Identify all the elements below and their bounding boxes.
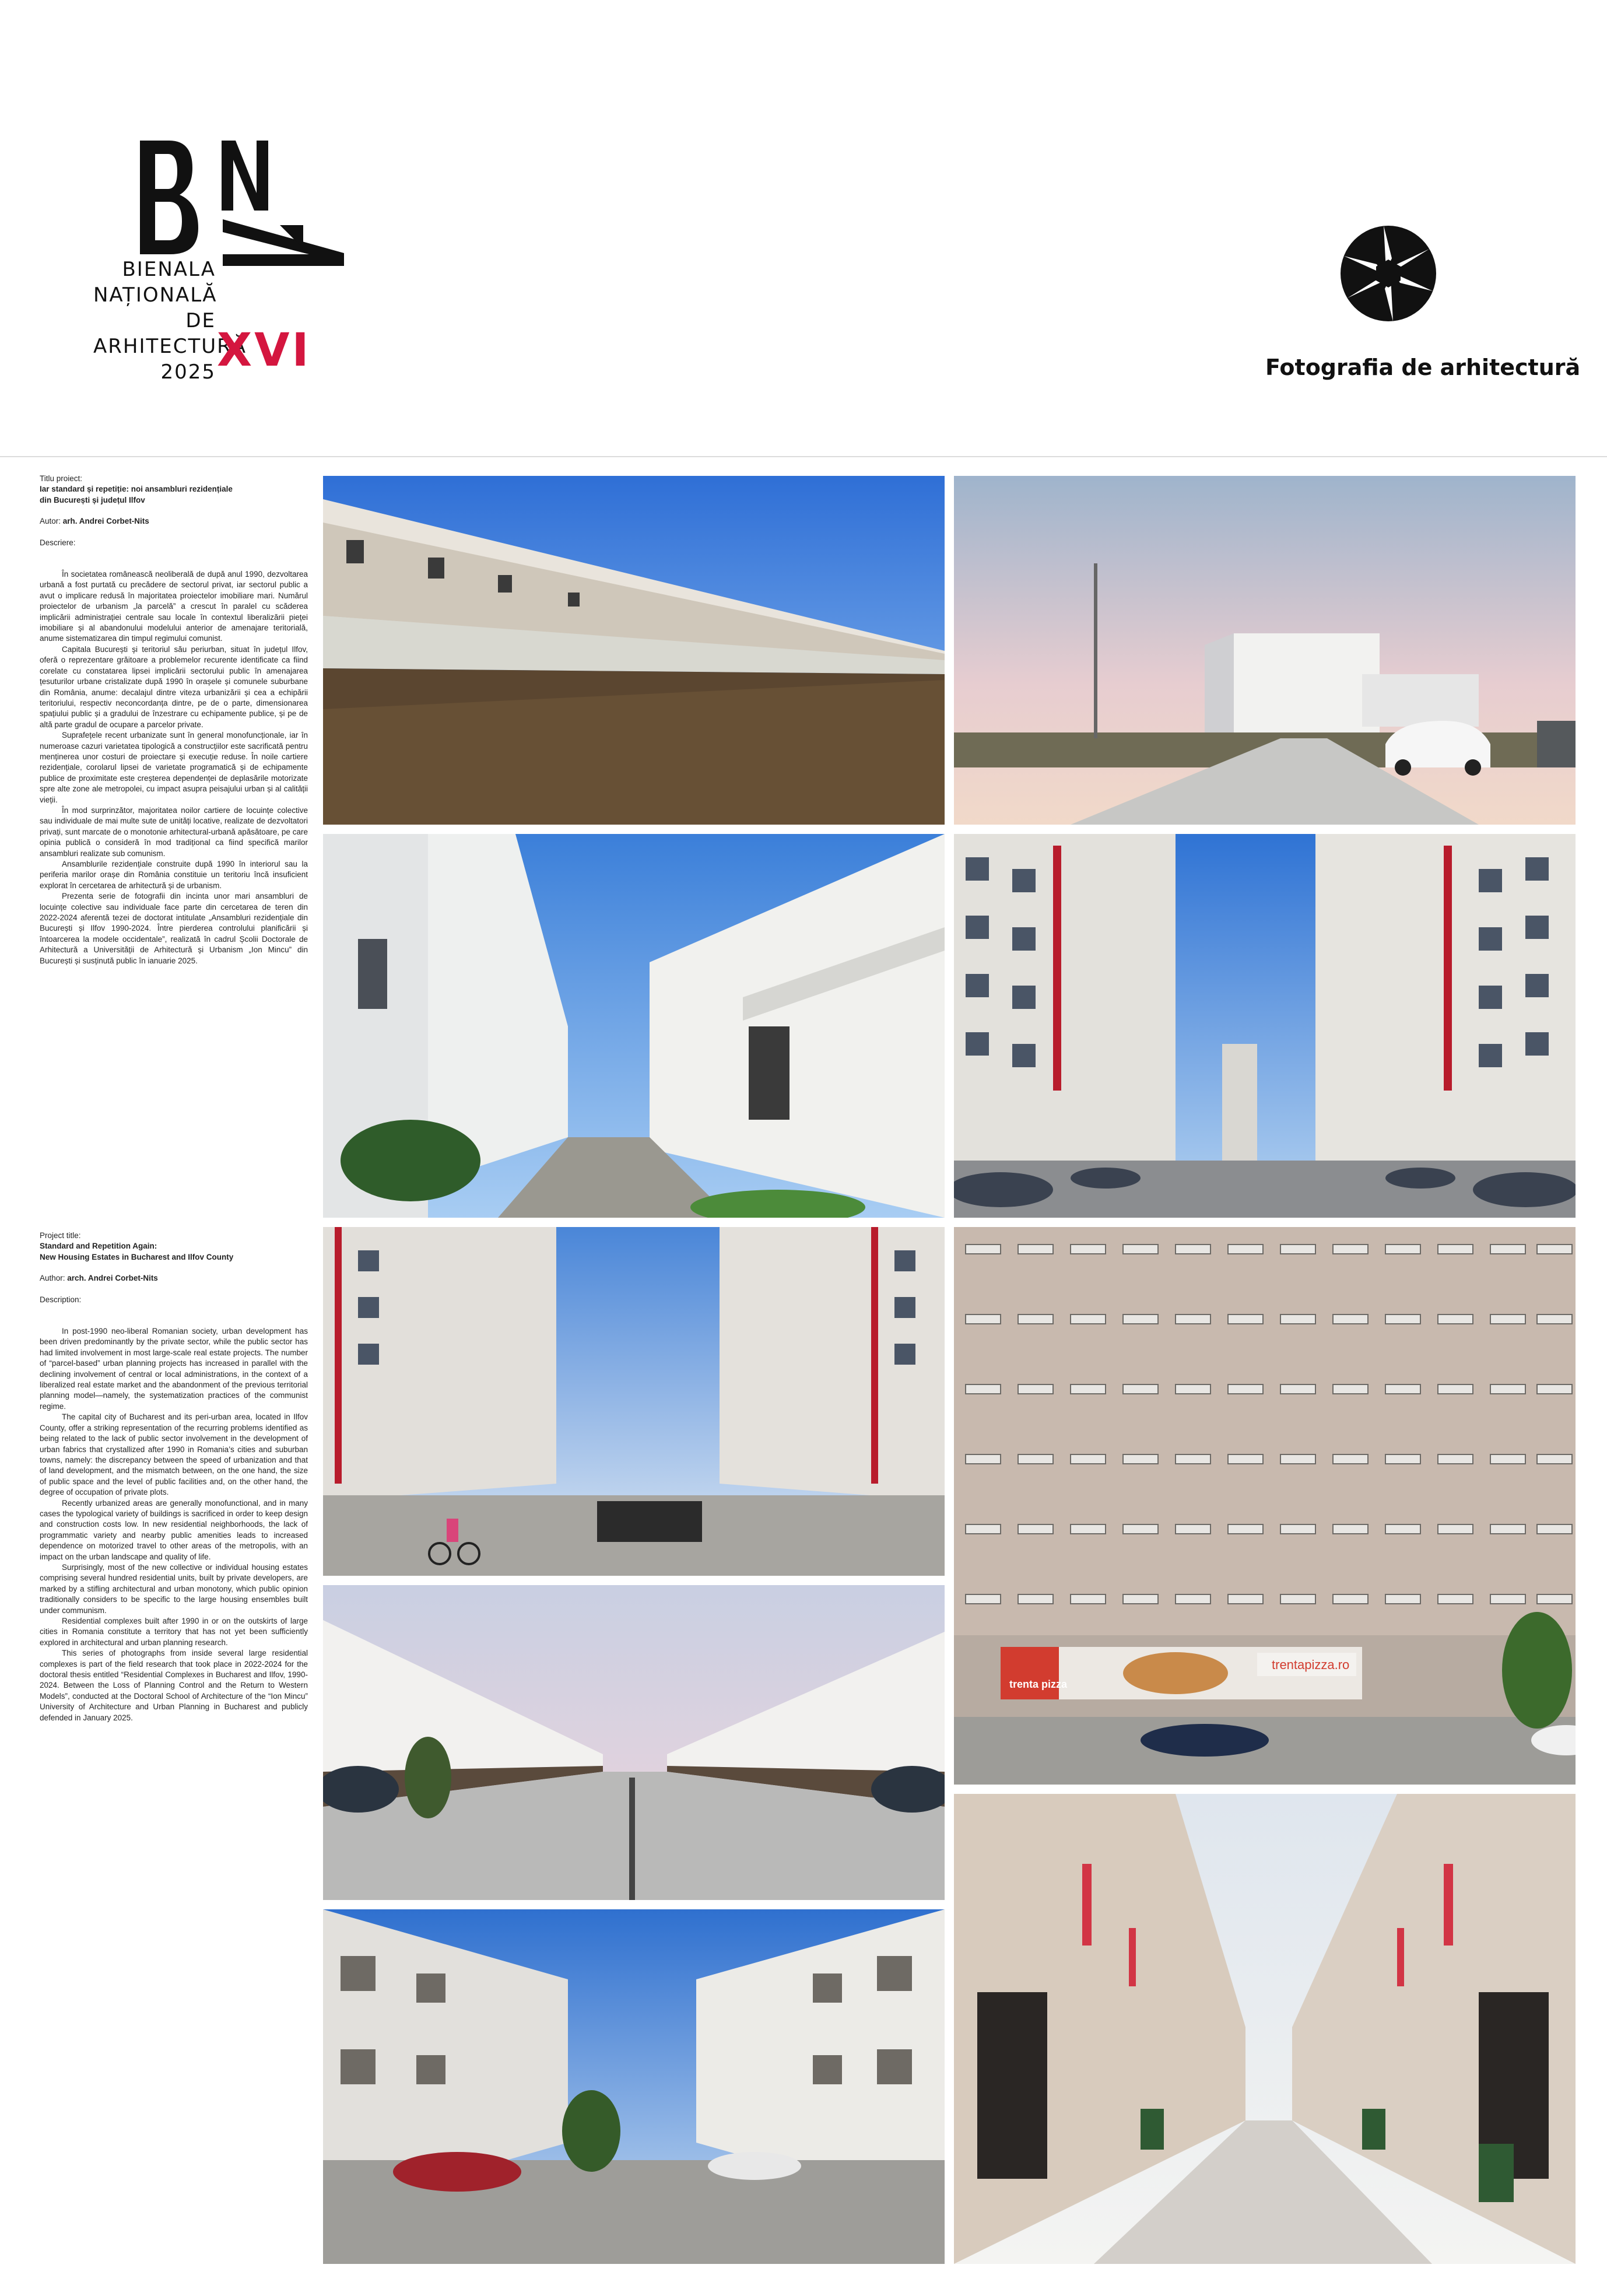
paragraph: În mod surprinzător, majoritatea noilor cartiere de locuințe colective sau individuale de mai multe sute de unități locative, realizate de dezvoltatori privați, sunt marcate de o monotonie arhitectural-urbană apăsătoare, pe care opinia publică o consideră în mod tradițional ca fiind specifică marilor ansambluri realizate sub comunism. (40, 805, 308, 858)
billboard-url: trentapizza.ro (1272, 1657, 1350, 1672)
text-ro (40, 474, 308, 966)
photo-rowhouse-alley (954, 1794, 1576, 2264)
paragraph: This series of photographs from inside several large residential complexes is part of the field research that took place in 2022-2024 for the doctoral thesis entitled “Residential Complexes in Bucharest and Ilfov, 1990-2024. Between the Loss of Planning Control and the Return to Western Models”, conducted at the Doctoral School of Architecture of the “Ion Mincu” University of Architecture and Urban Planning in Bucharest and publicly defended in January 2025. (40, 1649, 308, 1722)
header-divider (0, 456, 1607, 457)
author-label: Author: (40, 1274, 65, 1283)
logo-text (93, 257, 247, 385)
author-name: arh. Andrei Corbet-Nits (62, 517, 149, 526)
photo-tall-blocks-parking (954, 834, 1576, 1218)
paragraph: Suprafețele recent urbanizate sunt în general monofuncționale, iar în numeroase cazuri varietatea tipologică a construcțiilor este sacrificată pentru menținerea unor costuri de proiectare și execuție reduse. În noile cartiere rezidențiale, corolarul lipsei de varietate programatică și de echipamente publice de proximitate este creșterea dependenței de deplasările motorizate spre alte zone ale metropolei, cu impact asupra peisajului urban și al calității vieții. (40, 731, 308, 804)
author-line (40, 1273, 308, 1284)
title-label: Project title: (40, 1231, 81, 1240)
logo-line: ARHITECTURĂ (93, 335, 247, 358)
photo-narrow-lane (323, 834, 945, 1218)
paragraph: Capitala București și teritoriul său periurban, situat în județul Ilfov, oferă o reprezentare grăitoare a problemelor recurente identificate ca fiind corelate cu constatarea lipsei implicării sectorului public în amenajarea țesuturilor urbane cristalizate după 1990 în orașele și comunele suburbane din România, anume: decalajul dintre viteza urbanizării și cea a echipării teritoriului, respectiv neconcordanța dintre, pe de o parte, dimensionarea spațiului public și a gradului de înzestrare cu echipamente publice, și pe de altă parte gradul de ocupare a parcelor private. (40, 644, 308, 729)
camera-aperture-icon (1339, 224, 1438, 323)
author-line (40, 516, 308, 527)
description-label: Description: (40, 1295, 82, 1304)
photo-cyclist-ramp (323, 1227, 945, 1576)
paragraph: Prezenta serie de fotografii din incinta unor mari ansambluri de locuințe colective sau individuale face parte din cercetarea de teren din 2022-2024 aferentă tezei de doctorat intitulate „Ansambluri rezidențiale din București și Ilfov 1990-2024. Între pierderea controlului planificării și întoarcerea la modele occidentale”, realizată în cadrul Școlii Doctorale de Arhitectură a Universității de Arhitectură și Urbanism „Ion Mincu” din București și susținută public în ianuarie 2025. (40, 892, 308, 965)
logo-line: BIENALA (122, 258, 216, 281)
text-en (40, 1231, 308, 1723)
project-title: Standard and Repetition Again: (40, 1242, 157, 1251)
photo-dusk-row-houses (323, 1585, 945, 1900)
logo-line: NAȚIONALĂ (93, 283, 217, 307)
billboard-brand: trenta pizza (1009, 1678, 1068, 1690)
paragraph: Residential complexes built after 1990 in or on the outskirts of large cities in Romania constitute a territory that has not yet been sufficiently explored in architectural and urban planning research. (40, 1617, 308, 1647)
paragraph: Recently urbanized areas are generally monofunctional, and in many cases the typological variety of buildings is sacrificed in order to keep design and construction costs low. In new residential neighborhoods, the lack of programmatic variety and nearby public amenities leads to increased dependence on motorized travel to other areas of the metropolis, with an impact on the urban landscape and quality of life. (40, 1498, 308, 1561)
title-label: Titlu proiect: (40, 474, 83, 483)
paragraph: The capital city of Bucharest and its peri-urban area, located in Ilfov County, offer a striking representation of the recurring problems identified as being related to the lack of public sector involvement in the development of urban fabrics that crystallized after 1990 in Romania’s cities and suburban towns, namely: the discrepancy between the speed of urbanization and that of land development, and the mismatch between, on the one hand, the size of public space and the level of public facilities and, on the other hand, the degree of occupation of private plots. (40, 1412, 308, 1497)
section-title: Fotografia de arhitectură (1265, 355, 1581, 380)
author-label: Autor: (40, 517, 61, 526)
bna-logo-mark (134, 138, 350, 266)
logo-line: DE (185, 309, 216, 332)
photo-midrise-street (323, 1909, 945, 2264)
paragraph: Surprisingly, most of the new collective or individual housing estates comprising several hundred residential units, built by private developers, are marked by a stifling architectural and urban monotony, which public opinion traditionally considers to be specific to the large housing ensembles built under communism. (40, 1562, 308, 1615)
photo-dusk-street (954, 476, 1576, 825)
paragraph: In post-1990 neo-liberal Romanian society, urban development has been driven predominantly by the private sector, while the public sector has had limited involvement in most large-scale real estate projects. The number of “parcel-based” urban planning projects has increased in parallel with the declining involvement of central or local administrations, in the context of a liberalized real estate market and the abandonment of the previous territorial planning model—namely, the systematization practices of the communist regime. (40, 1327, 308, 1411)
author-name: arch. Andrei Corbet-Nits (67, 1274, 158, 1283)
photo-balcony-facade (954, 1227, 1576, 1785)
paragraph: Ansamblurile rezidențiale construite după 1990 în interiorul sau la periferia marilor orașe din România constituie un teritoriu încă insuficient explorat în cercetarea de arhitectură și de urbanism. (40, 860, 308, 890)
logo-line: 2025 (160, 360, 216, 384)
project-title: din București și județul Ilfov (40, 495, 145, 504)
paragraph: În societatea românească neoliberală de după anul 1990, dezvoltarea urbană a fost purtată cu precădere de sectorul privat, iar sectorul public a avut o implicare redusă în majoritatea proiectelor imobiliare mari. Numărul proiectelor de urbanism „la parcelă” a crescut în paralel cu scăderea implicării administrației centrale sau locale în contextul liberalizării pieței imobiliare și al abandonului modelului anterior de amenajare teritorială, anume sistematizarea din timpul regimului comunist. (40, 570, 308, 643)
photo-row-houses-fence (323, 476, 945, 825)
project-title: New Housing Estates in Bucharest and Ilfov County (40, 1252, 234, 1261)
logo-edition: XVI (217, 324, 311, 377)
description-label: Descriere: (40, 538, 76, 547)
project-title: Iar standard și repetiție: noi ansambluri rezidențiale (40, 485, 233, 494)
